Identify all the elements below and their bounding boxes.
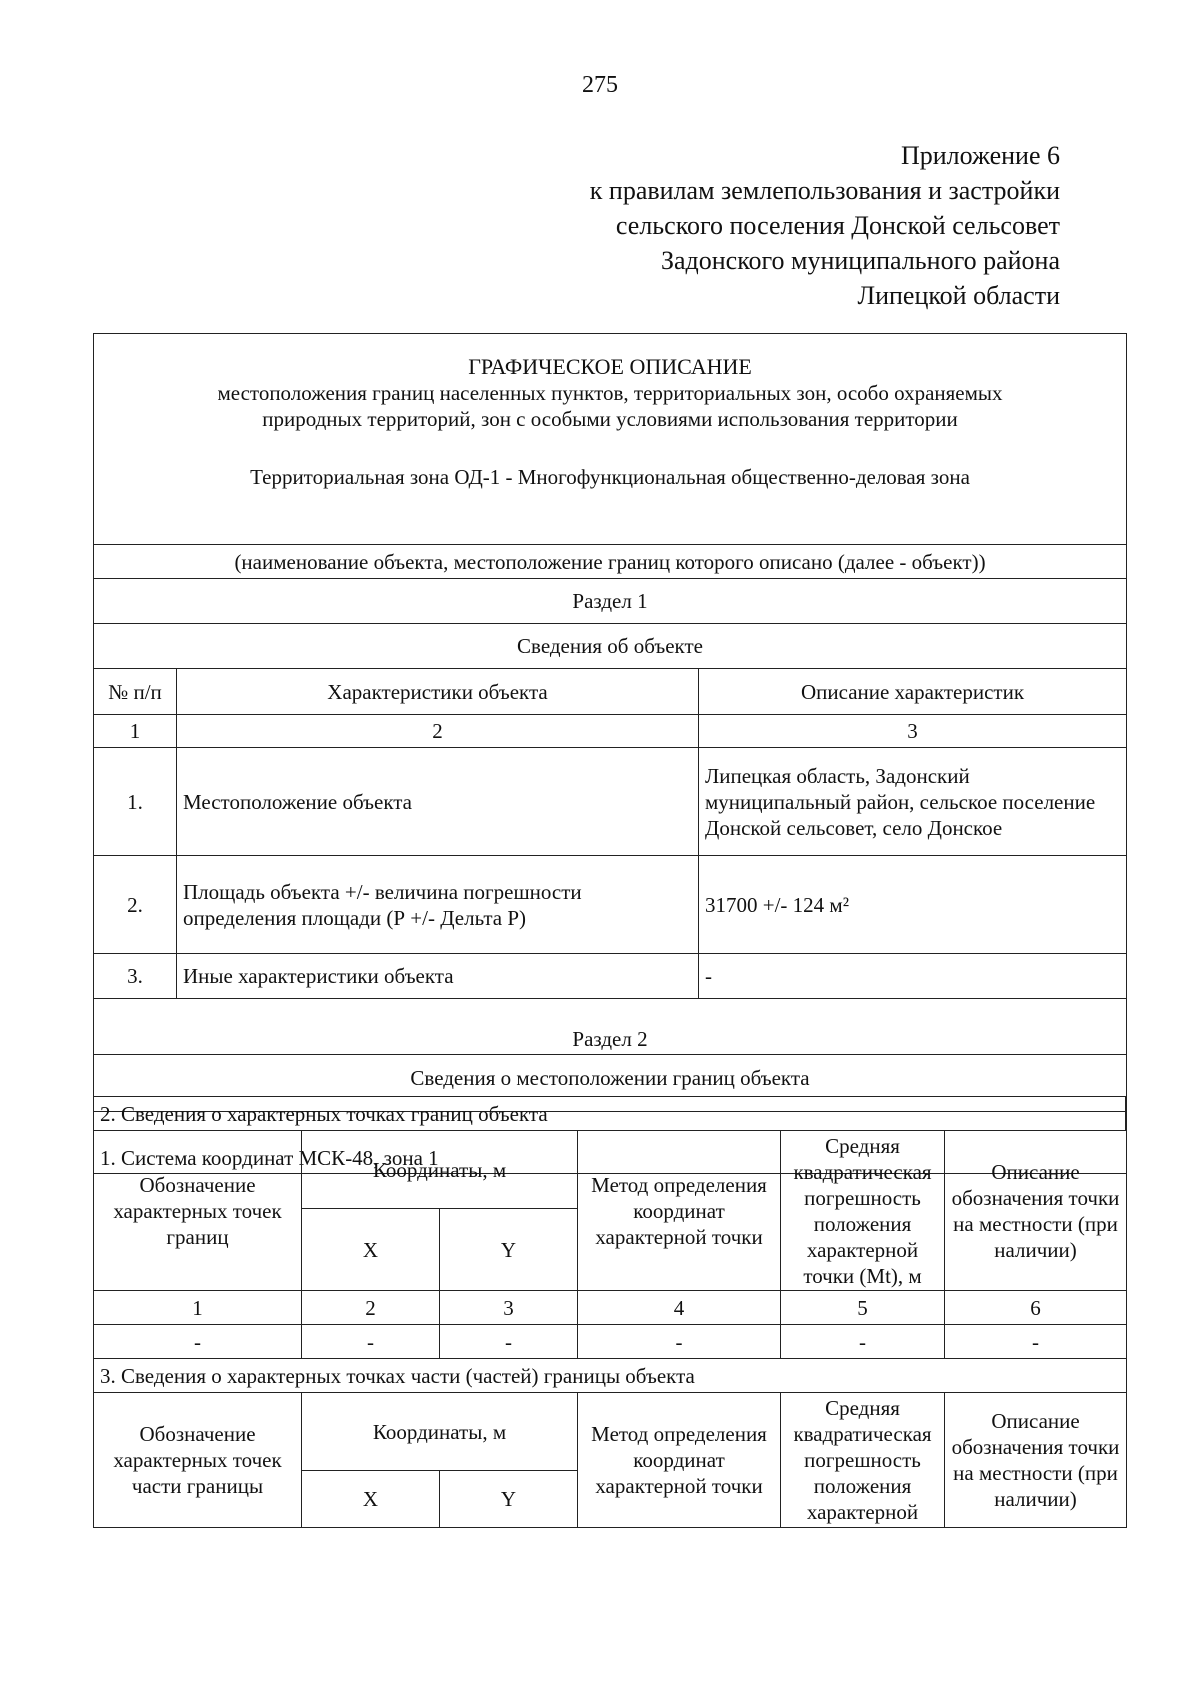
column-header-y: Y [440, 1209, 578, 1291]
column-header: Координаты, м [302, 1393, 578, 1471]
column-header: Средняя квадратическая погрешность положения характерной [781, 1393, 945, 1528]
column-number: 2 [177, 715, 699, 748]
section1-title: Раздел 1 [94, 579, 1127, 624]
coordinate-system: 1. Система координат МСК-48, зона 1 [94, 1112, 1127, 1174]
section2-subtitle: Сведения о местоположении границ объекта [94, 1055, 1127, 1112]
page-number: 275 [582, 72, 618, 98]
column-header: Метод определения координат характерной точки [578, 1131, 781, 1291]
column-number: 3 [440, 1291, 578, 1325]
table-cell: - [945, 1325, 1127, 1359]
table-row [94, 1325, 1127, 1359]
section1-table [93, 333, 1127, 1174]
column-header: Обозначение характерных точек части границы [94, 1393, 302, 1528]
column-number: 2 [302, 1291, 440, 1325]
column-header-y: Y [440, 1471, 578, 1528]
document-subtitle: природных территорий, зон с особыми условиями использования территории [262, 407, 958, 431]
row-characteristic: Площадь объекта +/- величина погрешности определения площади (Р +/- Дельта Р) [177, 856, 699, 954]
row-number: 3. [94, 954, 177, 999]
section1-subtitle: Сведения об объекте [94, 624, 1127, 669]
points-title-table [93, 1096, 1126, 1131]
table-row [94, 748, 1127, 856]
document-title: ГРАФИЧЕСКОЕ ОПИСАНИЕ [468, 354, 752, 379]
column-header: Характеристики объекта [177, 669, 699, 715]
points-title: 2. Сведения о характерных точках границ объекта [94, 1097, 1126, 1131]
column-header: Описание обозначения точки на местности (при наличии) [945, 1393, 1127, 1528]
column-header: Обозначение характерных точек границ [94, 1131, 302, 1291]
table-cell: - [578, 1325, 781, 1359]
row-characteristic: Иные характеристики объекта [177, 954, 699, 999]
column-header: Координаты, м [302, 1131, 578, 1209]
column-header: Средняя квадратическая погрешность положения характерной точки (Mt), м [781, 1131, 945, 1291]
table-cell: - [302, 1325, 440, 1359]
column-header: Описание характеристик [699, 669, 1127, 715]
object-caption: (наименование объекта, местоположение границ которого описано (далее - объект)) [94, 545, 1127, 579]
column-number: 1 [94, 715, 177, 748]
column-number: 4 [578, 1291, 781, 1325]
column-number: 6 [945, 1291, 1127, 1325]
column-header: Метод определения координат характерной точки [578, 1393, 781, 1528]
row-description: Липецкая область, Задонский муниципальный район, сельское поселение Донской сельсовет, село Донское [699, 748, 1127, 856]
parts-title: 3. Сведения о характерных точках части (частей) границы объекта [94, 1359, 1127, 1393]
table-cell: - [781, 1325, 945, 1359]
appendix-line: сельского поселения Донской сельсовет [615, 211, 1060, 240]
appendix-line: к правилам землепользования и застройки [589, 176, 1060, 205]
table-cell: - [94, 1325, 302, 1359]
column-header-x: X [302, 1209, 440, 1291]
table-row [94, 954, 1127, 999]
column-header-x: X [302, 1471, 440, 1528]
row-number: 1. [94, 748, 177, 856]
document-subtitle: местоположения границ населенных пунктов, территориальных зон, особо охраняемых [217, 381, 1003, 405]
appendix-line: Липецкой области [857, 281, 1060, 310]
column-number: 1 [94, 1291, 302, 1325]
header-block [94, 334, 1127, 545]
points-table [93, 1130, 1127, 1528]
column-number: 5 [781, 1291, 945, 1325]
table-cell: - [440, 1325, 578, 1359]
section2-title: Раздел 2 [94, 999, 1127, 1055]
row-description: 31700 +/- 124 м² [699, 856, 1127, 954]
column-header: Описание обозначения точки на местности (при наличии) [945, 1131, 1127, 1291]
row-characteristic: Местоположение объекта [177, 748, 699, 856]
appendix-block [590, 138, 1060, 313]
column-header: № п/п [94, 669, 177, 715]
column-number: 3 [699, 715, 1127, 748]
row-description: - [699, 954, 1127, 999]
zone-name: Территориальная зона ОД-1 - Многофункциональная общественно-деловая зона [250, 465, 970, 489]
appendix-line: Приложение 6 [900, 141, 1060, 170]
table-row [94, 856, 1127, 954]
appendix-line: Задонского муниципального района [660, 246, 1060, 275]
row-number: 2. [94, 856, 177, 954]
